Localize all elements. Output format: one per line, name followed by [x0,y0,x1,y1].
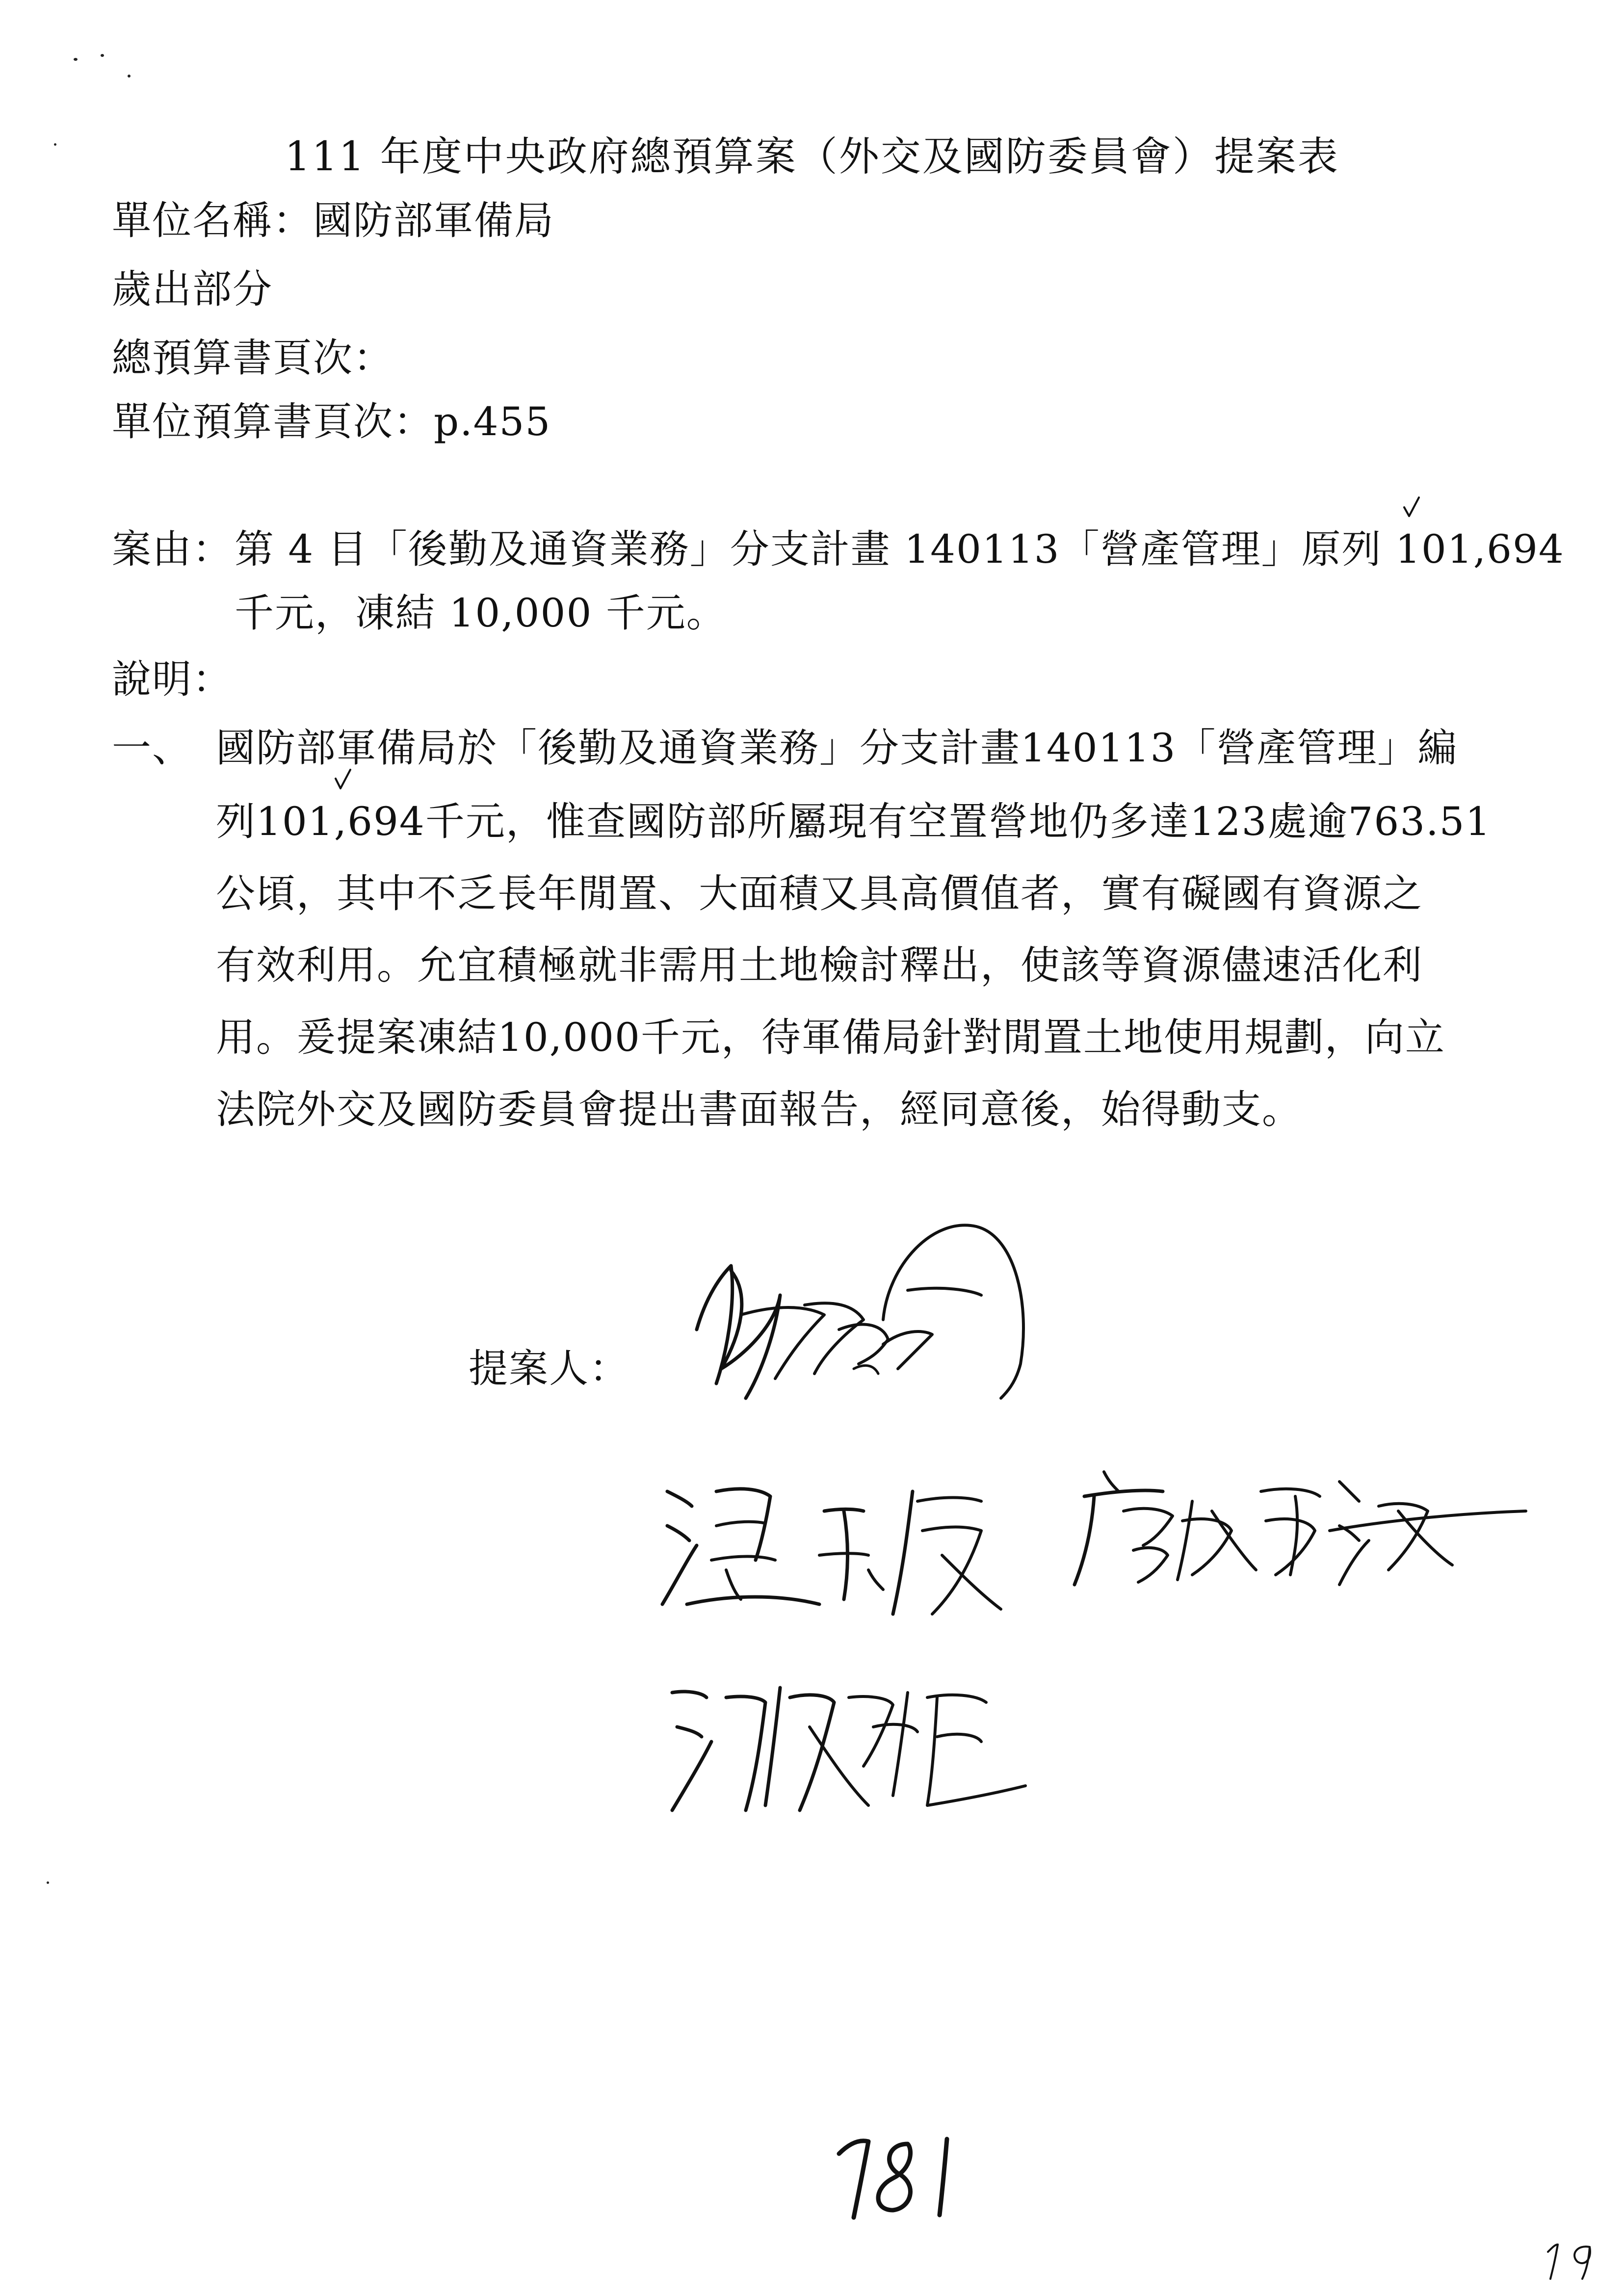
unit-budget-page-field: 單位預算書頁次：p.455 [112,399,551,444]
explanation-label: 說明： [112,656,233,702]
proposal-line-2: 千元，凍結 10,000 千元。 [235,590,727,636]
signature-3 [1065,1452,1536,1599]
proposer-label: 提案人： [469,1346,629,1391]
handwritten-page-number [829,2129,976,2227]
scan-speck [47,1881,49,1884]
explanation-item-marker: 一、 [112,725,192,771]
explanation-line-1: 國防部軍備局於「後勤及通資業務」分支計畫140113「營產管理」編 [216,725,1458,771]
total-budget-page-field: 總預算書頁次： [112,335,393,381]
page-title: 111 年度中央政府總預算案（外交及國防委員會）提案表 [285,133,1339,180]
scan-speck [128,75,131,78]
scan-speck [54,143,56,146]
handwritten-corner-number [1541,2237,1604,2281]
scan-speck [74,58,78,61]
signature-2 [657,1472,1040,1629]
signature-1 [677,1207,1050,1413]
proposal-line-1: 第 4 目「後勤及通資業務」分支計畫 140113「營產管理」原列 101,694 [235,526,1565,572]
signature-4 [662,1668,1045,1825]
explanation-line-6: 法院外交及國防委員會提出書面報告，經同意後，始得動支。 [216,1087,1302,1132]
proposal-label: 案由： [112,526,233,572]
explanation-line-4: 有效利用。允宜積極就非需用土地檢討釋出，使該等資源儘速活化利 [216,942,1423,988]
section-field: 歲出部分 [112,266,273,312]
explanation-line-5: 用。爰提案凍結10,000千元，待軍備局針對閒置土地使用規劃，向立 [216,1015,1445,1060]
explanation-line-3: 公頃，其中不乏長年閒置、大面積又具高價值者，實有礙國有資源之 [216,871,1423,916]
scan-speck [101,54,104,57]
unit-name-field: 單位名稱：國防部軍備局 [112,198,554,243]
explanation-line-2: 列101,694千元，惟查國防部所屬現有空置營地仍多達123處逾763.51 [216,799,1492,844]
check-mark-icon [1402,496,1422,520]
